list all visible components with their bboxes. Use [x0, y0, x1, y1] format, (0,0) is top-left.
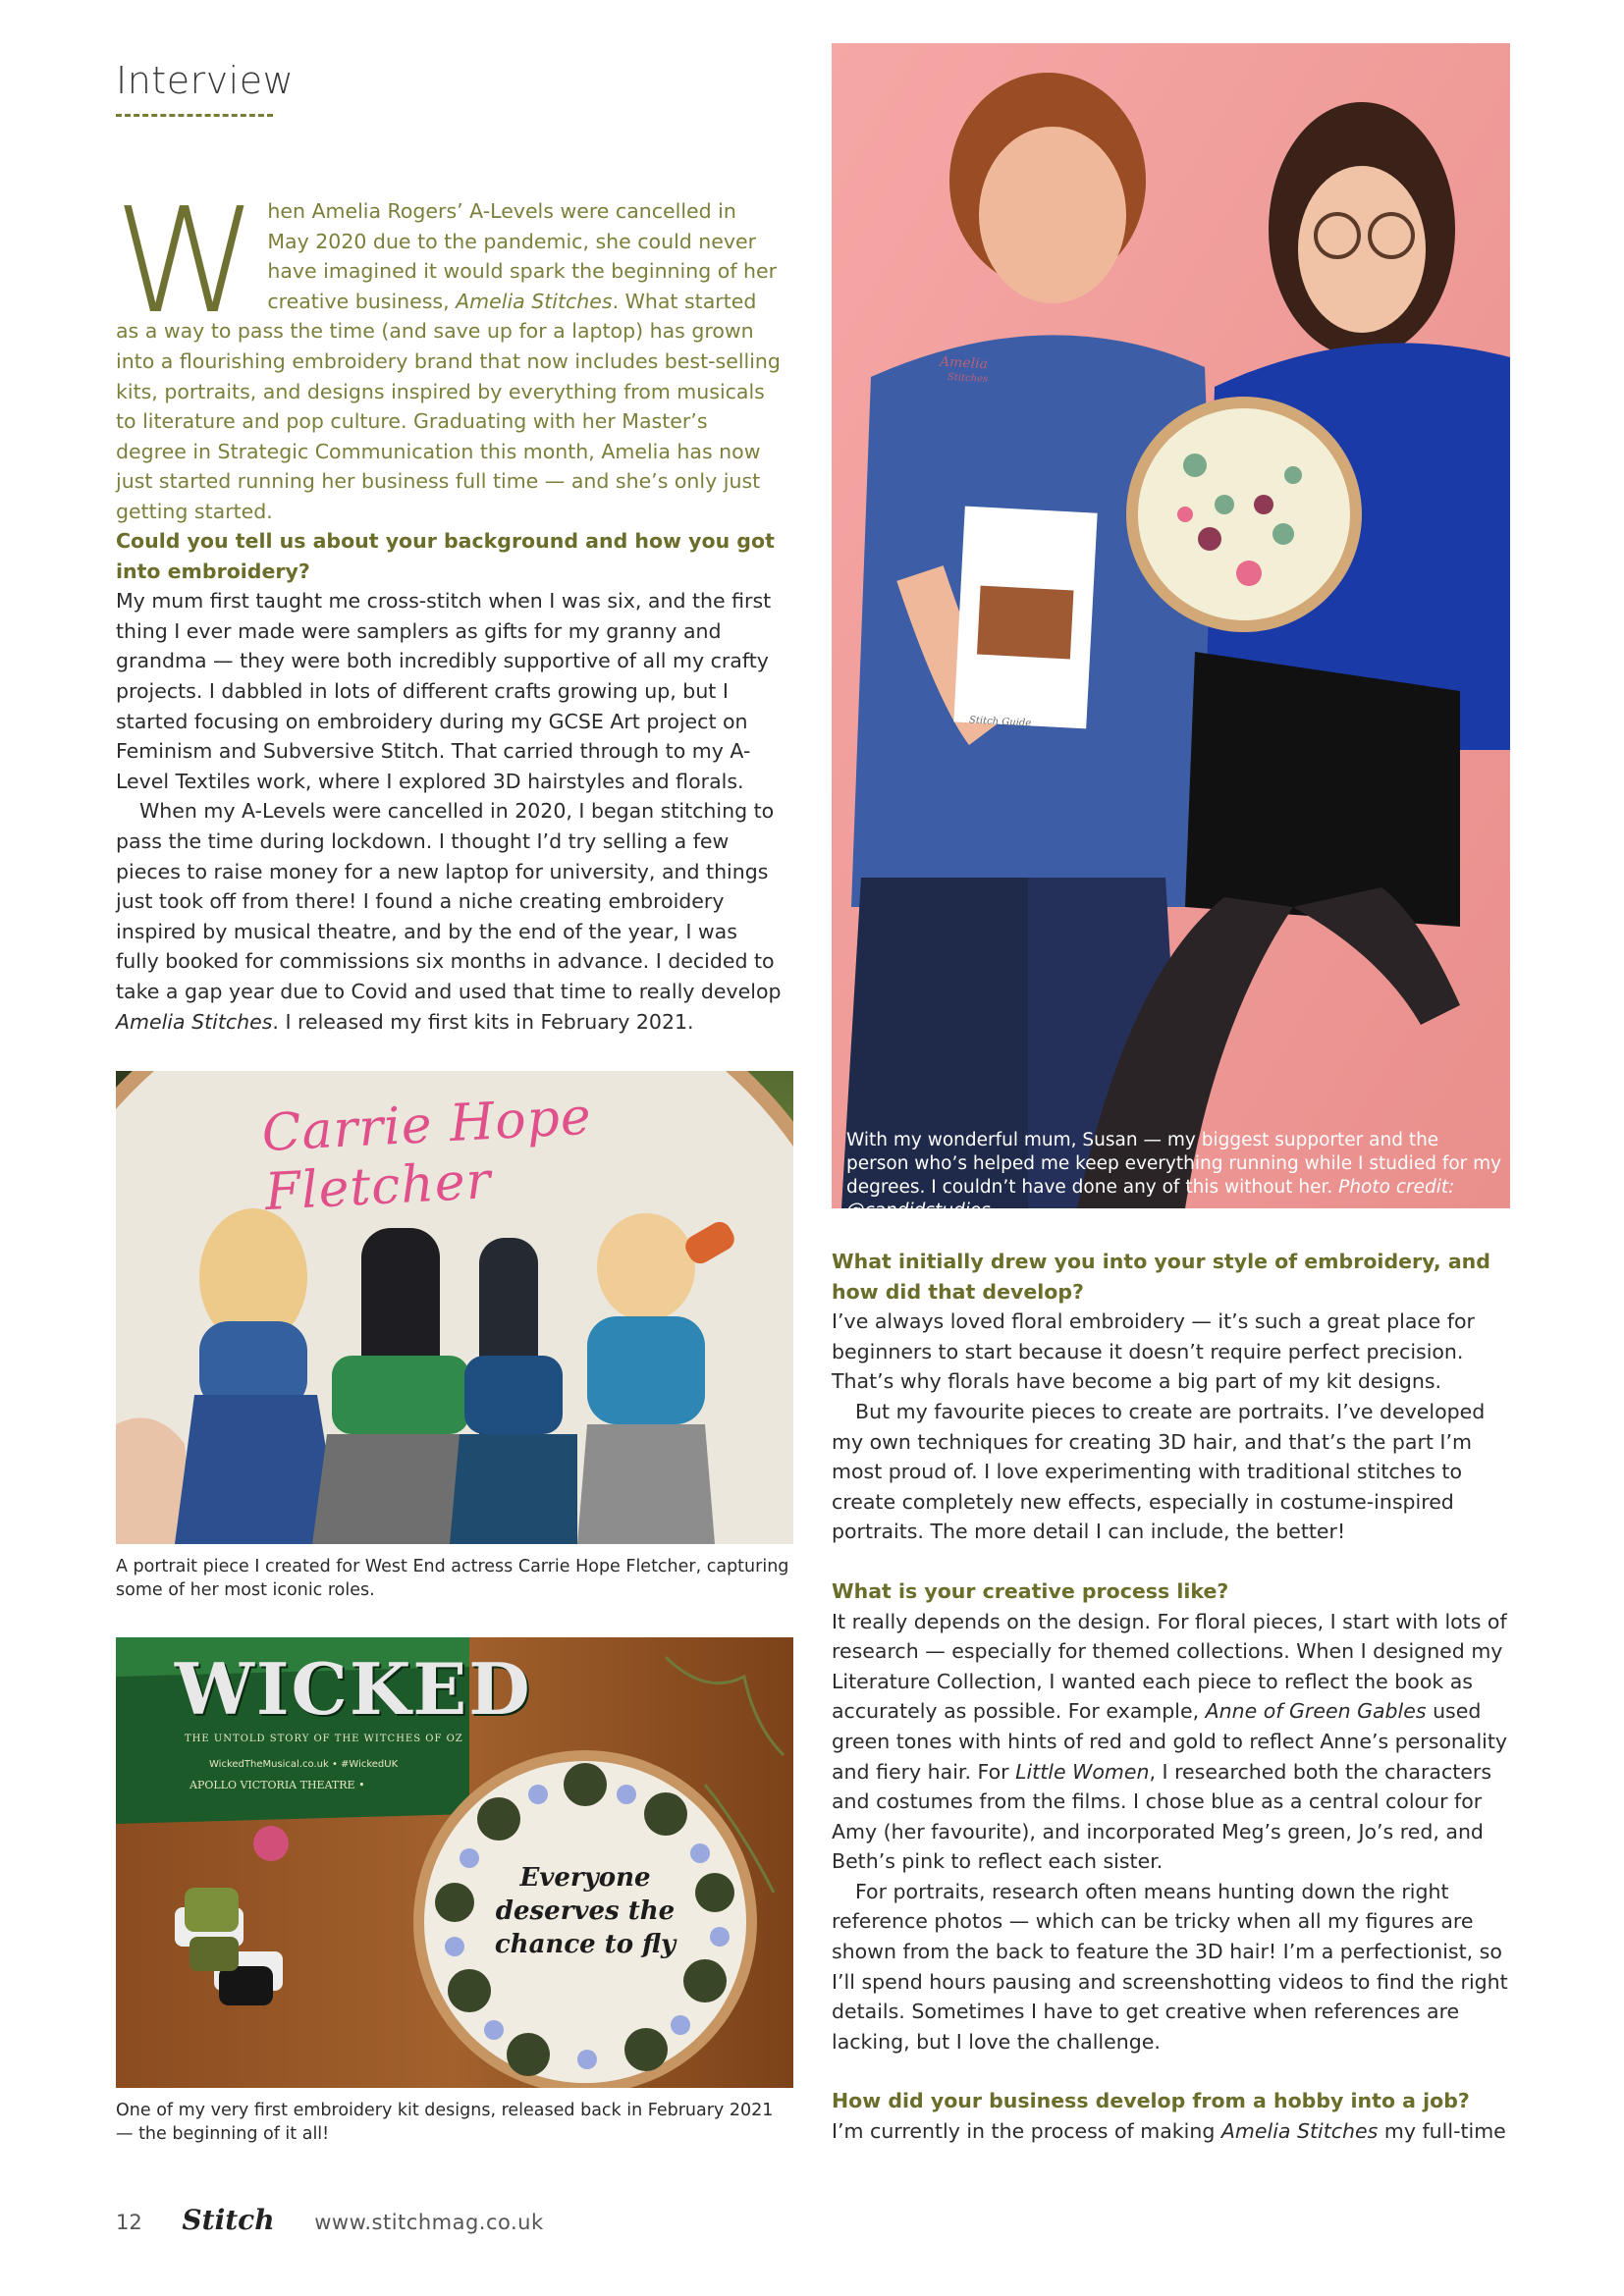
hoop-quote: Everyone deserves the chance to fly — [494, 1863, 677, 1959]
answer-process-p2: For portraits, research often means hunting down the right reference photos — which can be tricky when all my figures are shown from the back to feature the 3D hair! I’m a perfectionist, so I’ll spend hours pausing and screenshotting videos to find the right details. Sometimes I have to get creative when references are lacking, but I love the challenge. — [832, 1879, 1508, 2054]
intro-text-before: hen Amelia Rogers’ A-Levels were cancelled in May 2020 due to the pandemic, she could never have imagined it would spark the beginning of her creative business, — [267, 199, 778, 313]
kit-card-title: Amelia — [939, 353, 989, 373]
question-style: What initially drew you into your style of embroidery, and how did that develop? — [832, 1250, 1490, 1304]
answer-business: I’m currently in the process of making Amelia Stitches my full-time — [832, 2119, 1506, 2144]
carrie-hope-fletcher-photo — [116, 1071, 793, 1544]
photo-credit: Photo credit: @candidstudios — [846, 1177, 1455, 1221]
answer-style-p1: I’ve always loved floral embroidery — it’s such a great place for beginners to start because it doesn’t require perfect precision. That’s why florals have become a big part of my kit designs. — [832, 1309, 1475, 1394]
left-column — [116, 526, 785, 1037]
carrie-caption: A portrait piece I created for West End actress Carrie Hope Fletcher, capturing some of her most iconic roles. — [116, 1557, 789, 1600]
page-footer — [116, 2204, 544, 2236]
answer-style-p2: But my favourite pieces to create are portraits. I’ve developed my own techniques for creating 3D hair, and that’s the part I’m most proud of. I love experimenting with traditional stitches to create completely new effects, especially in costume-inspired portraits. The more detail I can include, the better! — [832, 1399, 1486, 1544]
website-link[interactable]: www.stitchmag.co.uk — [314, 2211, 544, 2234]
wicked-kit-photo — [116, 1637, 793, 2088]
wicked-theatre: APOLLO VICTORIA THEATRE • — [189, 1779, 365, 1791]
section-label: Interview — [116, 59, 295, 102]
answer-process-p1: It really depends on the design. For floral pieces, I start with lots of research — especially for themed collections. When I designed my Literature Collection, I wanted each piece to reflect the book as accurately as possible. For example, Anne of Green Gables used green tones with hints of red and gold to reflect Anne’s personality and fiery hair. For Little Women, I researched both the characters and costumes from the films. I chose blue as a central colour for Amy (her favourite), and incorporated Meg’s green, Jo’s red, and Beth’s pink to reflect each sister. — [832, 1609, 1508, 1874]
drop-cap: W — [114, 177, 258, 346]
question-business: How did your business develop from a hobby into a job? — [832, 2089, 1470, 2113]
right-column — [832, 1247, 1509, 2147]
question-background: Could you tell us about your background and how you got into embroidery? — [116, 529, 775, 583]
wicked-subtitle: THE UNTOLD STORY OF THE WITCHES OF OZ — [185, 1734, 463, 1744]
kit-card-subtitle: Stitches — [947, 371, 989, 386]
kit-card-footer: Stitch Guide — [968, 715, 1032, 729]
intro-paragraph — [114, 177, 784, 527]
section-divider — [116, 114, 273, 117]
wicked-logo: WICKED — [175, 1647, 532, 1731]
answer-background-p1: My mum first taught me cross-stitch when I was six, and the first thing I ever made were samplers as gifts for my granny and grandma — they were both incredibly supportive of all my crafty projects. I dabbled in lots of different crafts growing up, but I started focusing on embroidery during my GCSE Art project on Feminism and Subversive Stitch. That carried through to my A-Level Textiles work, where I explored 3D hairstyles and florals. — [116, 589, 772, 793]
portrait-image — [832, 43, 1510, 1208]
hoop-lettering: Carrie Hope Fletcher — [260, 1087, 594, 1223]
answer-background-p2: When my A-Levels were cancelled in 2020, I began stitching to pass the time during lockdown. I thought I’d try selling a few pieces to raise money for a new laptop for university, and things just took off from there! I found a niche creating embroidery inspired by musical theatre, and by the end of the year, I was fully booked for commissions six months in advance. I decided to take a gap year due to Covid and used that time to really develop Amelia Stitches. I released my first kits in February 2021. — [116, 799, 782, 1034]
intro-brand: Amelia Stitches — [456, 289, 613, 313]
brand-name: Amelia Stitches — [1220, 2119, 1379, 2144]
page-number: 12 — [116, 2211, 142, 2234]
wicked-website: WickedTheMusical.co.uk • #WickedUK — [209, 1759, 399, 1770]
brand-name: Amelia Stitches — [116, 1009, 273, 1034]
intro-text-after: . What started as a way to pass the time (and save up for a laptop) has grown into a flourishing embroidery brand that now includes best-selling kits, portraits, and designs inspired by everything from musicals to literature and pop culture. Graduating with her Master’s degree in Strategic Communication this month, Amelia has now just started running her business full time — and she’s only just getting started. — [116, 289, 781, 523]
amelia-and-mum-photo — [832, 43, 1510, 1208]
portrait-caption: With my wonderful mum, Susan — my biggest supporter and the person who’s helped me keep everything running while I studied for my degrees. I couldn’t have done any of this without her. Photo credit: @candidstudios — [846, 1130, 1502, 1221]
magazine-logo: Stitch — [182, 2204, 275, 2236]
question-process: What is your creative process like? — [832, 1578, 1229, 1603]
wicked-caption: One of my very first embroidery kit designs, released back in February 2021 — the beginning of it all! — [116, 2101, 774, 2144]
